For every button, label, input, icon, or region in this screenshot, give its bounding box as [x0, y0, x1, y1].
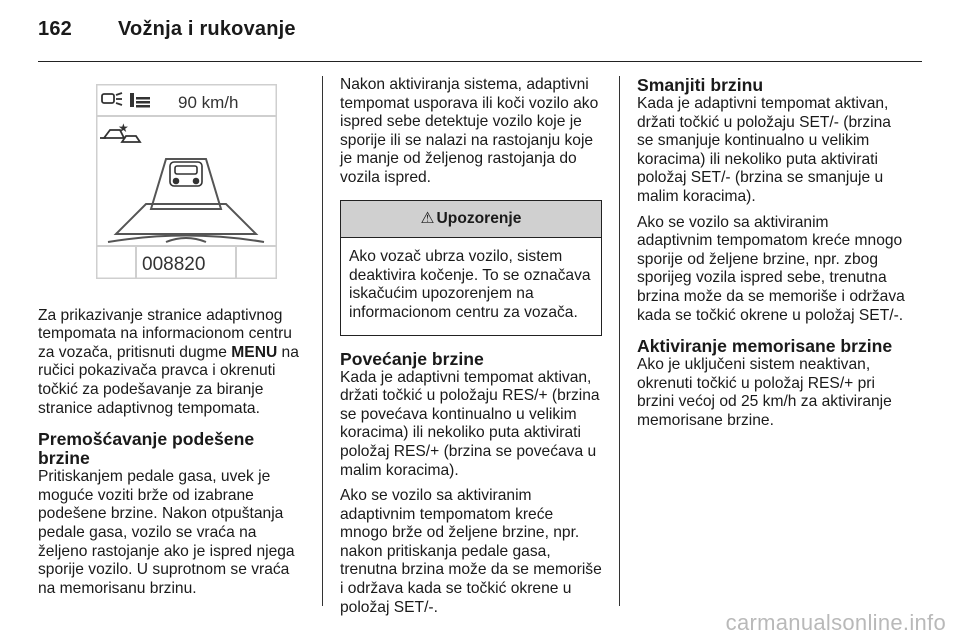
warning-box [340, 200, 602, 336]
warning-header: ⚠ Upozorenje [341, 201, 601, 239]
body-paragraph: Kada je adaptivni tempomat aktivan, držati točkić u položaju SET/- (brzina se smanjuje kontinualno u velikim koracima) ili nekoliko puta aktivirati položaj SET/- (brzina se smanjuje u malim koracima). [637, 95, 891, 205]
body-paragraph: Kada je adaptivni tempomat aktivan, držati točkić u položaju RES/+ (brzina se povećava kontinualno u velikim koracima) ili nekoliko puta aktivirati položaj RES/+ (brzina se povećava u malim koracima). [340, 368, 600, 479]
header-rule [38, 61, 922, 62]
body-paragraph: Ako je uključeni sistem neaktivan, okrenuti točkić u položaj RES/+ pri brzini većoj od 25 km/h za aktiviranje memorisane brzine. [637, 356, 892, 429]
column-3 [637, 76, 905, 438]
odometer-readout: 008820 [142, 254, 206, 275]
page-header [38, 18, 296, 41]
chapter-title: Vožnja i rukovanje [118, 18, 296, 40]
section-heading: Premošćavanje podešene brzine [38, 429, 255, 469]
column-1 [38, 76, 306, 605]
menu-keyword: MENU [231, 343, 278, 361]
column-divider [619, 76, 620, 606]
watermark: carmanualsonline.info [725, 610, 946, 635]
acc-display-illustration [96, 84, 277, 279]
body-paragraph: Nakon aktiviranja sistema, adaptivni tempomat usporava ili koči vozilo ako ispred sebe detektuje vozilo koje je sporije ili se nalazi na rastojanju koje je manje od željenog rastojanja do vozila ispred. [340, 76, 599, 186]
section-heading: Aktiviranje memorisane brzine [637, 336, 893, 357]
svg-text:★: ★ [118, 121, 129, 135]
warning-triangle-icon: ⚠ [420, 209, 435, 227]
column-divider [322, 76, 323, 606]
body-paragraph: Ako se vozilo sa aktiviranim adaptivnim tempomatom kreće mnogo brže od željene brzine, npr. nakon pritiskanja pedale gasa, trenutna brzina može da se memoriše i održava kada se točkić okrene u položaj SET/-. [340, 487, 602, 616]
speed-readout: 90 km/h [178, 93, 239, 112]
column-2 [340, 76, 602, 624]
section-heading: Povećanje brzine [340, 348, 484, 369]
body-paragraph: Ako se vozilo sa aktiviranim adaptivnim tempomatom kreće mnogo sporije od željene brzine, npr. zbog sporijeg vozila ispred sebe, trenutna brzina može da se memoriše i održava kada se točkić okrene u položaj SET/-. [637, 213, 905, 324]
warning-text: Ako vozač ubrza vozilo, sistem deaktivira kočenje. To se označava iskačućim upozorenjem na informacionom centru za vozača. [349, 248, 591, 321]
page-number: 162 [38, 18, 72, 40]
intro-paragraph: Za prikazivanje stranice adaptivnog tempomata na informacionom centru za vozača, pritisnuti dugme MENU na ručici pokazivača pravca i okrenuti točkić za podešavanje za biranje stranice adaptivnog tempomata. [38, 306, 299, 417]
section-heading: Smanjiti brzinu [637, 75, 764, 95]
lead-car-icon [170, 162, 202, 186]
body-paragraph: Pritiskanjem pedale gasa, uvek je moguće voziti brže od izabrane podešene brzine. Nakon otpuštanja pedale gasa, vozilo se vraća na željeno rastojanje ako je ispred njega sporije vozilo. U suprotnom se vraća na memorisanu brzinu. [38, 468, 295, 597]
